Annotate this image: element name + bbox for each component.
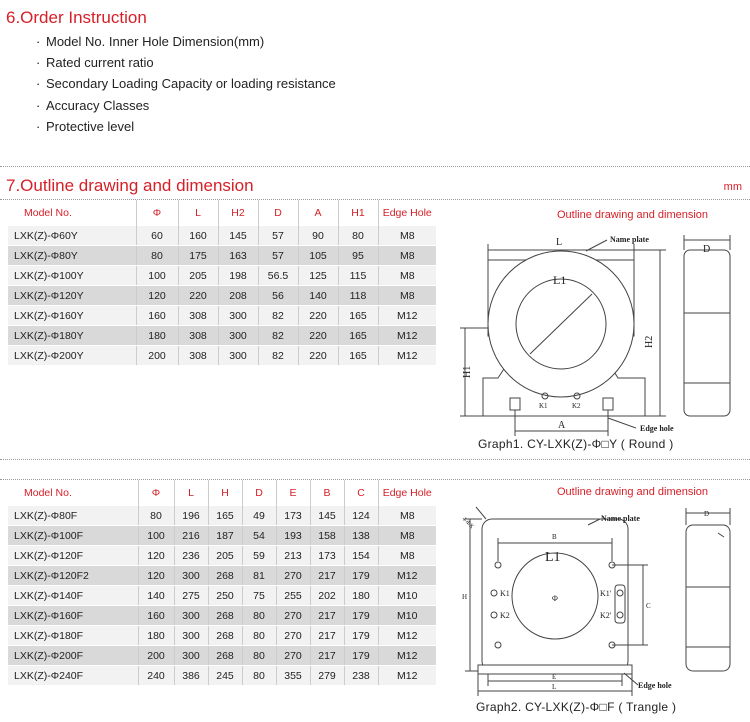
column-header: Edge Hole bbox=[382, 487, 432, 499]
table-cell: 160 bbox=[178, 226, 218, 246]
table-cell: 220 bbox=[298, 306, 338, 326]
table-cell: 216 bbox=[174, 526, 208, 546]
table-cell: M8 bbox=[378, 226, 436, 246]
table-cell: 300 bbox=[218, 326, 258, 346]
table-cell: 300 bbox=[174, 646, 208, 666]
table-cell: 220 bbox=[298, 346, 338, 366]
table-cell: 60 bbox=[136, 226, 178, 246]
table-cell: M12 bbox=[378, 646, 436, 666]
table-cell: 165 bbox=[338, 306, 378, 326]
table-cell: LXK(Z)-Φ120Y bbox=[8, 286, 136, 306]
table-cell: 154 bbox=[344, 546, 378, 566]
table-cell: 268 bbox=[208, 626, 242, 646]
table-cell: 145 bbox=[310, 506, 344, 526]
table-cell: 173 bbox=[276, 506, 310, 526]
table-cell: 80 bbox=[242, 606, 276, 626]
label-c: C bbox=[646, 602, 651, 610]
column-header: Φ bbox=[136, 200, 178, 226]
table-cell: 120 bbox=[138, 566, 174, 586]
label-l: L bbox=[552, 683, 557, 691]
table-cell: 275 bbox=[174, 586, 208, 606]
table-cell: LXK(Z)-Φ200Y bbox=[8, 346, 136, 366]
table-cell: M12 bbox=[378, 306, 436, 326]
table-row bbox=[8, 506, 436, 526]
table-row bbox=[8, 346, 436, 366]
list-item: · Protective level bbox=[36, 118, 135, 134]
side-view-outline bbox=[686, 525, 730, 671]
divider bbox=[0, 459, 750, 460]
table-cell: M8 bbox=[378, 246, 436, 266]
table-cell: M10 bbox=[378, 586, 436, 606]
table-cell: 118 bbox=[338, 286, 378, 306]
table-cell: 245 bbox=[208, 666, 242, 686]
table-row bbox=[8, 646, 436, 666]
column-header: L bbox=[174, 480, 208, 506]
round-ct-drawing bbox=[440, 228, 745, 440]
table-cell: 173 bbox=[310, 546, 344, 566]
label-k2: K2 bbox=[572, 402, 581, 410]
table-cell: 187 bbox=[208, 526, 242, 546]
table-cell: 208 bbox=[218, 286, 258, 306]
table-cell: 180 bbox=[136, 326, 178, 346]
divider bbox=[0, 166, 750, 167]
column-header: A bbox=[298, 200, 338, 226]
table-row bbox=[8, 226, 436, 246]
table-cell: 105 bbox=[298, 246, 338, 266]
table-cell: LXK(Z)-Φ140F bbox=[8, 586, 138, 606]
label-d: D bbox=[703, 244, 711, 255]
table-cell: 100 bbox=[138, 526, 174, 546]
table-cell: 80 bbox=[138, 506, 174, 526]
table-cell: 202 bbox=[310, 586, 344, 606]
table-cell: 95 bbox=[338, 246, 378, 266]
table-cell: 165 bbox=[338, 346, 378, 366]
table-cell: LXK(Z)-Φ120F2 bbox=[8, 566, 138, 586]
square-dimension-table bbox=[8, 480, 436, 686]
column-header: H1 bbox=[338, 200, 378, 226]
table-cell: M8 bbox=[378, 286, 436, 306]
label-l1: L1 bbox=[545, 550, 561, 565]
column-header: E bbox=[276, 480, 310, 506]
table-row bbox=[8, 626, 436, 646]
table-cell: 165 bbox=[338, 326, 378, 346]
table-cell: 165 bbox=[208, 506, 242, 526]
table-cell: 268 bbox=[208, 646, 242, 666]
table-cell: 300 bbox=[174, 626, 208, 646]
edge-hole-leader bbox=[624, 673, 638, 685]
table-cell: 138 bbox=[344, 526, 378, 546]
order-instruction-list bbox=[36, 31, 336, 137]
table-cell: LXK(Z)-Φ160Y bbox=[8, 306, 136, 326]
table-row bbox=[8, 286, 436, 306]
table-cell: 56 bbox=[258, 286, 298, 306]
table-cell: 115 bbox=[338, 266, 378, 286]
table-cell: 250 bbox=[208, 586, 242, 606]
table-row bbox=[8, 606, 436, 626]
table-cell: 158 bbox=[310, 526, 344, 546]
label-e: E bbox=[552, 673, 557, 681]
table-cell: 125 bbox=[298, 266, 338, 286]
table-cell: 57 bbox=[258, 246, 298, 266]
table-cell: 200 bbox=[138, 646, 174, 666]
table-cell: 160 bbox=[138, 606, 174, 626]
column-header: Model No. bbox=[8, 480, 138, 506]
label-k2: K2 bbox=[500, 611, 510, 620]
table-cell: 75 bbox=[242, 586, 276, 606]
table-cell: 193 bbox=[276, 526, 310, 546]
column-header: H bbox=[208, 480, 242, 506]
list-item: · Rated current ratio bbox=[36, 55, 154, 71]
table-cell: 270 bbox=[276, 646, 310, 666]
round-dimension-table bbox=[8, 200, 436, 366]
label-phi: Φ bbox=[552, 594, 558, 603]
unit-label: mm bbox=[723, 181, 742, 193]
column-header: C bbox=[344, 480, 378, 506]
label-name-plate: Name plate bbox=[601, 514, 640, 523]
table-cell: 270 bbox=[276, 566, 310, 586]
table-cell: 80 bbox=[242, 666, 276, 686]
table-cell: 82 bbox=[258, 306, 298, 326]
table-cell: 80 bbox=[136, 246, 178, 266]
table-cell: LXK(Z)-Φ100Y bbox=[8, 266, 136, 286]
table-cell: 300 bbox=[218, 306, 258, 326]
table-cell: 163 bbox=[218, 246, 258, 266]
table-cell: 140 bbox=[138, 586, 174, 606]
table-cell: 217 bbox=[310, 566, 344, 586]
table-cell: 255 bbox=[276, 586, 310, 606]
table-cell: 213 bbox=[276, 546, 310, 566]
table-cell: 300 bbox=[174, 606, 208, 626]
table-row bbox=[8, 326, 436, 346]
table-cell: 268 bbox=[208, 566, 242, 586]
table-cell: 217 bbox=[310, 646, 344, 666]
label-k2-prime: K2' bbox=[600, 611, 612, 620]
table-cell: M12 bbox=[378, 626, 436, 646]
table-cell: 308 bbox=[178, 326, 218, 346]
table-cell: M12 bbox=[378, 566, 436, 586]
table-cell: LXK(Z)-Φ200F bbox=[8, 646, 138, 666]
column-header: B bbox=[310, 480, 344, 506]
table-cell: 205 bbox=[178, 266, 218, 286]
section-6-title: 6.Order Instruction bbox=[6, 8, 147, 27]
table-cell: LXK(Z)-Φ180F bbox=[8, 626, 138, 646]
list-item: · Secondary Loading Capacity or loading resistance bbox=[36, 76, 336, 92]
table-cell: 386 bbox=[174, 666, 208, 686]
table-cell: 49 bbox=[242, 506, 276, 526]
table-cell: 175 bbox=[178, 246, 218, 266]
table-cell: LXK(Z)-Φ80F bbox=[8, 506, 138, 526]
table-cell: 145 bbox=[218, 226, 258, 246]
table-row bbox=[8, 546, 436, 566]
table-cell: 238 bbox=[344, 666, 378, 686]
table-cell: M8 bbox=[378, 506, 436, 526]
table-cell: M10 bbox=[378, 606, 436, 626]
table-cell: 270 bbox=[276, 606, 310, 626]
label-k1: K1 bbox=[539, 402, 548, 410]
table-cell: 308 bbox=[178, 306, 218, 326]
table-cell: 124 bbox=[344, 506, 378, 526]
column-header: H2 bbox=[218, 200, 258, 226]
table-cell: LXK(Z)-Φ180Y bbox=[8, 326, 136, 346]
drawing-1-title: Outline drawing and dimension bbox=[557, 209, 709, 221]
label-k1-prime: K1' bbox=[600, 589, 612, 598]
table-cell: M12 bbox=[378, 326, 436, 346]
table-cell: LXK(Z)-Φ120F bbox=[8, 546, 138, 566]
table-cell: 160 bbox=[136, 306, 178, 326]
table-row bbox=[8, 526, 436, 546]
column-header: L bbox=[178, 200, 218, 226]
table-cell: 57 bbox=[258, 226, 298, 246]
table-cell: 179 bbox=[344, 606, 378, 626]
table-cell: LXK(Z)-Φ100F bbox=[8, 526, 138, 546]
table-row bbox=[8, 566, 436, 586]
label-edge-spec: 4-ΦX bbox=[460, 516, 475, 531]
table-row bbox=[8, 586, 436, 606]
label-l: L bbox=[556, 237, 563, 248]
table-cell: 196 bbox=[174, 506, 208, 526]
column-header: Edge Hole bbox=[382, 207, 432, 219]
table-cell: 198 bbox=[218, 266, 258, 286]
table-cell: 120 bbox=[136, 286, 178, 306]
table-cell: 100 bbox=[136, 266, 178, 286]
table-cell: 179 bbox=[344, 646, 378, 666]
section-7-title: 7.Outline drawing and dimension bbox=[6, 176, 254, 195]
table-cell: 236 bbox=[174, 546, 208, 566]
table-cell: 205 bbox=[208, 546, 242, 566]
table-row bbox=[8, 266, 436, 286]
table-cell: 270 bbox=[276, 626, 310, 646]
label-h2: H2 bbox=[644, 335, 655, 348]
label-h1: H1 bbox=[462, 365, 473, 378]
table-cell: M8 bbox=[378, 266, 436, 286]
table-cell: 200 bbox=[136, 346, 178, 366]
edge-hole-leader bbox=[608, 418, 636, 428]
list-item: · Accuracy Classes bbox=[36, 97, 150, 113]
table-cell: LXK(Z)-Φ160F bbox=[8, 606, 138, 626]
table-cell: 217 bbox=[310, 626, 344, 646]
label-edge-hole: Edge hole bbox=[640, 424, 674, 433]
graph-1-caption: Graph1. CY-LXK(Z)-Φ□Y ( Round ) bbox=[478, 437, 674, 451]
name-plate-leader bbox=[586, 240, 607, 251]
table-cell: 140 bbox=[298, 286, 338, 306]
table-cell: 90 bbox=[298, 226, 338, 246]
table-cell: 179 bbox=[344, 566, 378, 586]
table-cell: 54 bbox=[242, 526, 276, 546]
edge-hole-spec-leader bbox=[476, 507, 486, 519]
table-cell: 217 bbox=[310, 606, 344, 626]
table-cell: 82 bbox=[258, 326, 298, 346]
table-cell: LXK(Z)-Φ60Y bbox=[8, 226, 136, 246]
table-cell: 220 bbox=[298, 326, 338, 346]
table-cell: M12 bbox=[378, 346, 436, 366]
list-item: · Model No. Inner Hole Dimension(mm) bbox=[36, 34, 265, 49]
table-cell: 308 bbox=[178, 346, 218, 366]
table-cell: LXK(Z)-Φ240F bbox=[8, 666, 138, 686]
table-cell: 355 bbox=[276, 666, 310, 686]
table-cell: 268 bbox=[208, 606, 242, 626]
label-h: H bbox=[462, 593, 468, 601]
square-ct-drawing bbox=[448, 505, 748, 701]
table-cell: 279 bbox=[310, 666, 344, 686]
label-d: D bbox=[704, 510, 710, 518]
table-cell: 81 bbox=[242, 566, 276, 586]
table-cell: 80 bbox=[338, 226, 378, 246]
table-cell: M8 bbox=[378, 526, 436, 546]
table-cell: 300 bbox=[218, 346, 258, 366]
table-cell: 180 bbox=[138, 626, 174, 646]
table-cell: 56.5 bbox=[258, 266, 298, 286]
table-row bbox=[8, 246, 436, 266]
graph-2-caption: Graph2. CY-LXK(Z)-Φ□F ( Trangle ) bbox=[476, 700, 677, 714]
table-cell: 300 bbox=[174, 566, 208, 586]
label-a: A bbox=[558, 420, 566, 431]
table-cell: 82 bbox=[258, 346, 298, 366]
table-cell: LXK(Z)-Φ80Y bbox=[8, 246, 136, 266]
column-header: Φ bbox=[138, 480, 174, 506]
table-cell: 80 bbox=[242, 626, 276, 646]
label-k1: K1 bbox=[500, 589, 510, 598]
column-header: Model No. bbox=[8, 200, 136, 226]
table-cell: 59 bbox=[242, 546, 276, 566]
table-row bbox=[8, 666, 436, 686]
table-cell: M8 bbox=[378, 546, 436, 566]
table-cell: 80 bbox=[242, 646, 276, 666]
table-cell: 220 bbox=[178, 286, 218, 306]
table-row bbox=[8, 306, 436, 326]
label-b: B bbox=[552, 533, 557, 541]
drawing-2-title: Outline drawing and dimension bbox=[557, 486, 709, 498]
table-cell: 179 bbox=[344, 626, 378, 646]
table-cell: M12 bbox=[378, 666, 436, 686]
table-cell: 240 bbox=[138, 666, 174, 686]
column-header: D bbox=[242, 480, 276, 506]
column-header: D bbox=[258, 200, 298, 226]
label-l1: L1 bbox=[553, 273, 567, 287]
table-cell: 180 bbox=[344, 586, 378, 606]
label-edge-hole: Edge hole bbox=[638, 681, 672, 690]
label-name-plate: Name plate bbox=[610, 235, 649, 244]
table-cell: 120 bbox=[138, 546, 174, 566]
side-view-outline bbox=[684, 250, 730, 416]
